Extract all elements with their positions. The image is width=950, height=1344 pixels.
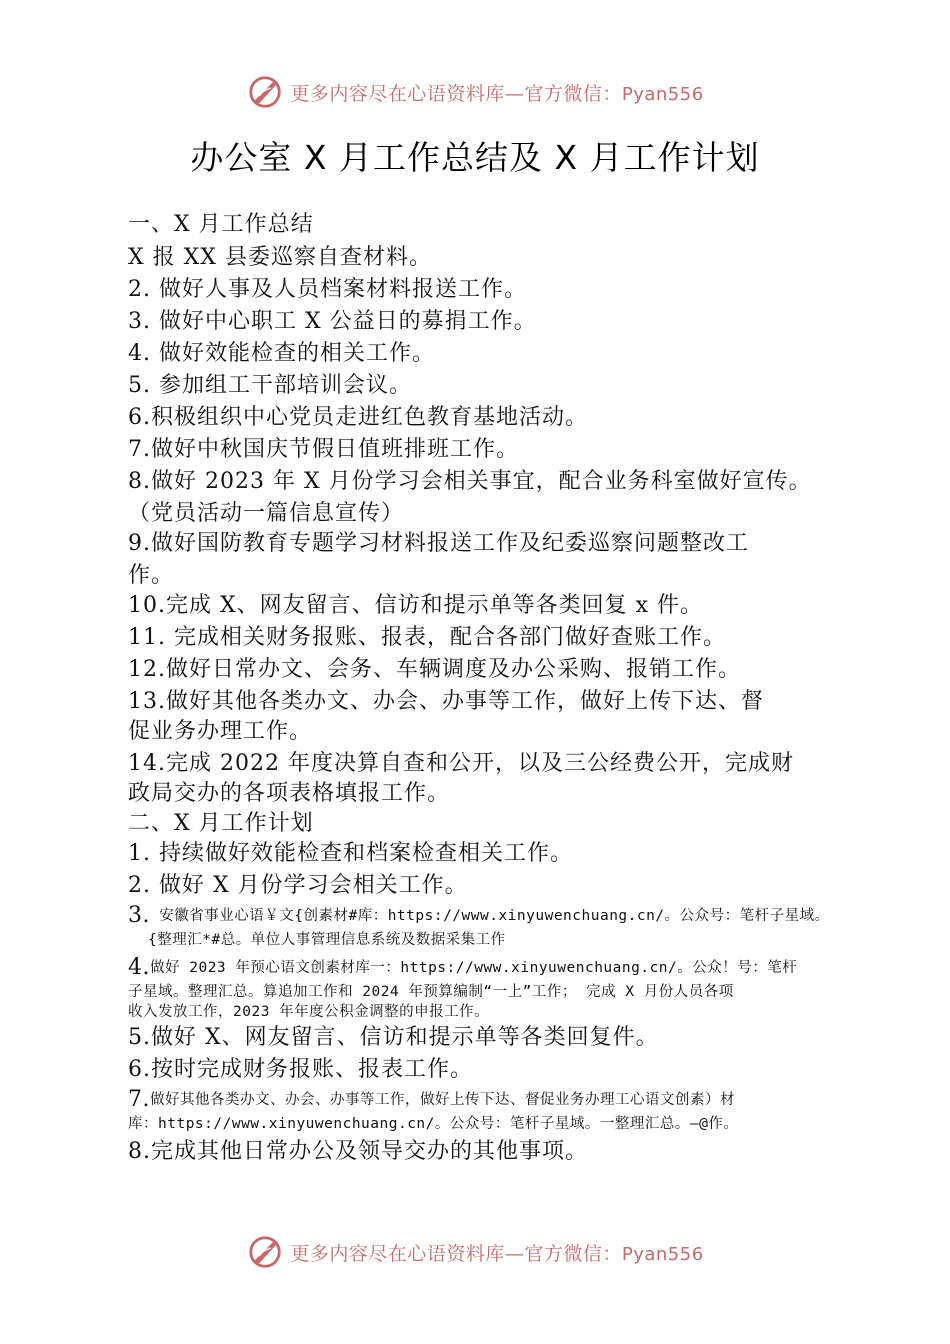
body-line: 13.做好其他各类办文、办会、办事等工作，做好上传下达、督 bbox=[128, 689, 764, 714]
small-item-line: 7.做好其他各类办文、办会、办事等工作，做好上传下达、督促业务办理工心语文创素）材 bbox=[128, 1087, 735, 1112]
small-item-line: 4.做好 2023 年预心语文创素材库一：https://www.xinyuwenchuang.cn/。公众！号：笔杆 bbox=[128, 955, 798, 980]
page-title: 办公室 X 月工作总结及 X 月工作计划 bbox=[190, 138, 760, 177]
body-line: 4. 做好效能检查的相关工作。 bbox=[128, 341, 435, 366]
body-line: 促业务办理工作。 bbox=[128, 719, 313, 744]
small-item-line: 收入发放工作，2023 年年度公积金调整的申报工作。 bbox=[128, 1004, 490, 1020]
watermark-text: 更多内容尽在心语资料库—官方微信：Pyan556 bbox=[290, 1242, 704, 1265]
small-item-line: {整理汇*#总。单位人事管理信息系统及数据采集工作 bbox=[148, 932, 506, 948]
body-line: 作。 bbox=[128, 563, 175, 588]
body-line: 5. 参加组工干部培训会议。 bbox=[128, 373, 412, 398]
body-line: 9.做好国防教育专题学习材料报送工作及纪委巡察问题整改工 bbox=[128, 531, 749, 556]
body-line: 10.完成 X、网友留言、信访和提示单等各类回复 x 件。 bbox=[128, 593, 704, 618]
watermark-banner-top bbox=[0, 72, 950, 112]
brush-logo-icon bbox=[246, 73, 284, 111]
watermark-text: 更多内容尽在心语资料库—官方微信：Pyan556 bbox=[290, 82, 704, 105]
section-heading-plan: 二、X 月工作计划 bbox=[128, 811, 314, 836]
body-line: 8.完成其他日常办公及领导交办的其他事项。 bbox=[128, 1139, 588, 1164]
body-line: 政局交办的各项表格填报工作。 bbox=[128, 781, 451, 806]
small-item-line: 3. 安徽省事业心语￥文{创素材#库：https://www.xinyuwenchuang.cn/。公众号：笔杆子星域。 bbox=[128, 903, 830, 928]
body-line: 6.积极组织中心党员走进红色教育基地活动。 bbox=[128, 405, 588, 430]
body-line: 3. 做好中心职工 X 公益日的募捐工作。 bbox=[128, 309, 537, 334]
body-line: 7.做好中秋国庆节假日值班排班工作。 bbox=[128, 437, 519, 462]
body-line: X 报 XX 县委巡察自查材料。 bbox=[128, 245, 432, 270]
body-line: 6.按时完成财务报账、报表工作。 bbox=[128, 1057, 473, 1082]
body-line: 12.做好日常办文、会务、车辆调度及办公采购、报销工作。 bbox=[128, 657, 741, 682]
body-line: 11. 完成相关财务报账、报表，配合各部门做好查账工作。 bbox=[128, 625, 726, 650]
body-line: 8.做好 2023 年 X 月份学习会相关事宜，配合业务科室做好宣传。 bbox=[128, 469, 812, 494]
body-line: 2. 做好 X 月份学习会相关工作。 bbox=[128, 873, 468, 898]
body-line: 1. 持续做好效能检查和档案检查相关工作。 bbox=[128, 841, 573, 866]
body-line: 2. 做好人事及人员档案材料报送工作。 bbox=[128, 277, 527, 302]
body-line: 5.做好 X、网友留言、信访和提示单等各类回复件。 bbox=[128, 1025, 659, 1050]
body-line: （党员活动一篇信息宣传） bbox=[128, 501, 405, 526]
brush-logo-icon bbox=[246, 1233, 284, 1271]
small-item-line: 子星域。整理汇总。算追加工作和 2024 年预算编制“一上”工作； 完成 X 月份人员各项 bbox=[128, 984, 734, 1000]
small-item-line: 库：https://www.xinyuwenchuang.cn/。公众号：笔杆子星域。一整理汇总。—@作。 bbox=[128, 1116, 739, 1132]
section-heading-summary: 一、X 月工作总结 bbox=[128, 212, 314, 237]
body-line: 14.完成 2022 年度决算自查和公开，以及三公经费公开，完成财 bbox=[128, 751, 794, 776]
watermark-banner-bottom bbox=[0, 1232, 950, 1272]
